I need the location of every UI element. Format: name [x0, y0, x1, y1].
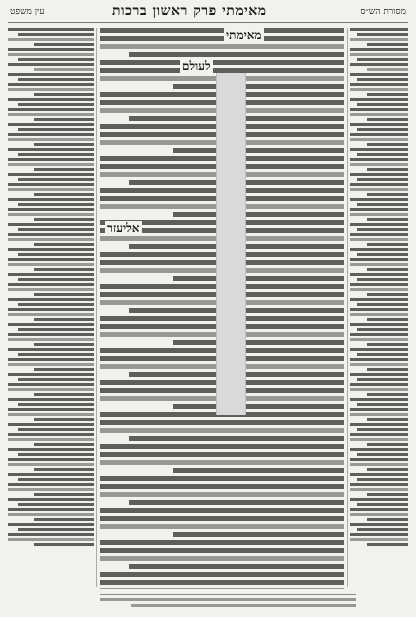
header-title: מאימתי פרק ראשון ברכות [112, 3, 267, 19]
header-rule [8, 22, 408, 23]
left-column [8, 28, 94, 589]
header-left: עין משפט [10, 7, 45, 17]
main-heading-word-2: לעולם [182, 59, 211, 73]
main-heading-word-3: אליעזר [107, 221, 140, 235]
header-right: מסורת הש״ס [360, 7, 406, 17]
decorative-column-box [216, 73, 246, 415]
main-heading-word-1: מאימתי [226, 28, 262, 42]
column-divider [96, 28, 97, 587]
right-column [350, 28, 408, 589]
column-divider [347, 28, 348, 587]
footer-notes [100, 594, 356, 605]
